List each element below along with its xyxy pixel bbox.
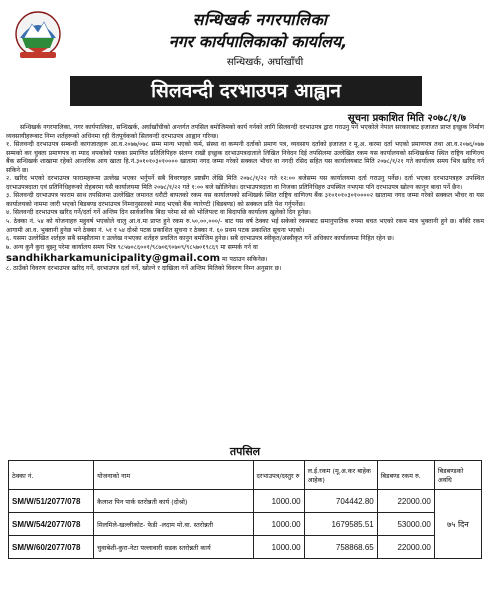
condition-5: ५. ठेक्का नं. ५४ को योजनाहरु महुवर्ष भएकोले चालु आ.व.मा प्राप्त हुने रकम रु.५०,००,०००/- बाट यस वर्ष ठेक्का भई सकेको रकमबाट समानुपातिक रुपमा बचत भएको रकम मात्र भुक्तानी हुने छ। बाँकी रकम आगामी आ.व. भुक्तानी हुनेछ भने ठेक्का नं. ५१ र ५४ दोश्रो पटक प्रकाशित सूचना र ठेक्का नं. ६० प्रथम पटक प्रकाशित सूचना भएको।: [6, 218, 484, 234]
fee-cell: 1000.00: [253, 490, 304, 513]
bid-bond-cell: 22000.00: [377, 536, 434, 559]
condition-1: १. सिलवन्दी दरभाउपत्र सम्बन्धी कागजातहरू आ.व.२०७७/०७८ सम्म मान्य भएको फर्म, संस्था वा कम्पनी दर्ताको प्रमाण पत्र, व्यवसाय दर्ताको इजाजत र मू.अ. करमा दर्ता भएको प्रमाणपत्र तथा आ.व.२०७६/०७७ सम्मको कर चुक्ता प्रमाणपत्र वा म्याद थपकोको पत्रका प्रमाणित प्रतिलिपिहरु संलग्न राखी इच्छुक दरभाउपत्रदाताले लिखित निवेदन दिई तपसिलमा उल्लेखित रकम यस कार्यालयको सन्धिखर्कमा स्थित राष्ट्रिय वाणिज्य बैंक सन्धिखर्क शाखामा रहेको आन्तरिक आय खाता हि.नं.३०१०१०३०१०००० खातामा नगद जम्मा गरेको सक्कल भौचर वा नगदी रसिद सहित यस कार्यालयबाट मिति २०७८/१/२१ गते कार्यालय समय भित्र खरिद गर्न सकिने छ।: [6, 141, 484, 174]
condition-3: ३. सिलवन्दी दरभाउपत्र फाराम साथ तपसिलमा उल्लेखित जमानत धरौटी बापतको रकम यस कार्यालयको सन्धिखर्क स्थित राष्ट्रिय वाणिज्य बैंक ३१०१०१०३०१००००२ खातामा नगद जम्मा गरेको सक्कल भौचर वा यस कार्यालयको नाममा जारी भएको बिडबण्ड दरभाउपत्र निम्नानुसारको म्याद भएको बैंक ग्यारेण्टी (बिडबण्ड) को सक्कल प्रति पेश गर्नुपर्नेछ।: [6, 192, 484, 208]
municipality-name: सन्धिखर्क नगरपालिका: [192, 10, 328, 29]
table-header-row: [9, 461, 482, 490]
email-line: [6, 252, 484, 265]
condition-6: ६. यसमा उल्लेखित शर्तहरु सबै सम्झौतामा र उल्लेख नभएका शर्तहरु प्रचलित कानुन बमोजिम हुनेछ। सबै दरभाउपत्र स्वीकृत/अस्वीकृत गर्ने अधिकार कार्यालयमा निहित रहेन छ।: [6, 235, 394, 243]
fee-cell: 1000.00: [253, 513, 304, 536]
project-name-cell: कैलाश पिन पार्क स्तरोन्नती कार्य (दोश्रो): [94, 490, 253, 513]
header-contract-no: ठेक्का नं.: [9, 461, 94, 490]
contact-email-link[interactable]: sandhikharkamunicipality@gmail.com: [6, 253, 221, 265]
schedule-title: तपसिल: [229, 445, 261, 458]
bid-bond-duration-cell: ७५ दिन: [434, 490, 481, 559]
contract-no-cell: SM/W/51/2077/078: [9, 490, 94, 513]
fee-cell: 1000.00: [253, 536, 304, 559]
header-fee: दरभाउपत्र/दस्तुर रु: [253, 461, 304, 490]
estimate-cell: 758868.65: [304, 536, 377, 559]
schedule-table: [8, 460, 482, 559]
condition-4: ४. सिलवन्दी दरभाउपत्र खरिद गर्ने/दर्ता गर्ने अन्तिम दिन सार्वजनिक बिदा परेमा सो को भोलिपल्ट वा बिदापछि कार्यालय खुलेको दिन हुनेछ।: [6, 209, 311, 217]
notice-body: [6, 124, 484, 274]
header-bid-bond-duration: बिडबण्डको अवधि: [434, 461, 481, 490]
table-row: [9, 536, 482, 559]
estimate-cell: 1679585.51: [304, 513, 377, 536]
header-bid-bond: बिडबण्ड रकम रु.: [377, 461, 434, 490]
header-project-name: योजनाको नाम: [94, 461, 253, 490]
header-estimate: ल.ई.रकम (मू.अ.कर बाहेक आहेक): [304, 461, 377, 490]
email-suffix: मा पठाउन सकिनेछ।: [222, 256, 268, 264]
notice-title-banner: सिलवन्दी दरभाउपत्र आह्वान: [70, 76, 422, 106]
condition-2: २. खरिद भएको दरभाउपत्र फारामहरूमा उल्लेख भएका भर्नुपर्ने सबै विवरणहरु प्रष्टसँग लेखि मिति २०७८/१/२२ गते १२:०० बजेसम्म यस कार्यालयमा दर्ता गराउनु पर्नेछ। दर्ता भएका दरभाउपत्रहरु उपस्थित दरभाउपत्रदाता एवं प्रतिनिधिहरूको रोहबरमा यसै कार्यालयमा मिति २०७८/१/२२ गते १:०० बजे खोलिनेछ। दरभाउपत्रदाता वा निजका प्रतिनिधिहरु उपस्थित नभएमा पनि दरभाउपत्र खोल्न कानुन बाधा पर्ने छैन।: [6, 175, 484, 191]
bid-bond-cell: 53000.00: [377, 513, 434, 536]
condition-7: ७. अन्य कुनै कुरा बुझ्नु परेमा कार्यालय समय भित्र ९८५७०८६००१/९८७०६९०७०९/९८५७०१९८६९ मा सम्पर्क गर्न वा: [6, 243, 258, 251]
project-name-cell: चुवाबेशी-कुरा-नेटा पल्लावारी सडक स्तरोन्नती कार्य: [94, 536, 253, 559]
table-row: [9, 490, 482, 513]
office-address: सन्धिखर्क, अर्घाखाँची: [226, 57, 304, 68]
intro-paragraph: सन्धिखर्क नगरपालिका, नगर कार्यपालिका, सन्धिखर्क, अर्घाखाँचीको अन्तर्गत तपसिल बमोजिमको कार्य गर्नको लागि सिलवन्दी दरभाउपत्र द्वारा गराउनु पर्ने भएकोले नेपाल सरकारबाट इजाजत प्राप्त इच्छुक निर्माण व्यवसायीहरूबाट निम्न शर्तहरूको अधिनमा रही रीतपूर्वकको सिलवन्दी दरभाउपत्र आह्वान गरिन्छ।: [6, 124, 484, 140]
contract-no-cell: SM/W/60/2077/078: [9, 536, 94, 559]
nepal-emblem-icon: [14, 8, 62, 62]
estimate-cell: 704442.80: [304, 490, 377, 513]
condition-8: ८. ठाउँको विवरण दरभाउपत्र खरिद गर्ने, दरभाउपत्र दर्ता गर्ने, खोल्ने र दाखिला गर्ने अन्तिम मितिको विवरण निम्न अनुसार छ।: [6, 265, 282, 273]
project-name-cell: मिलमिले-खल्लीकोट- फेडी -लदाम मो.वा. स्तरोन्नती: [94, 513, 253, 536]
table-row: [9, 513, 482, 536]
notice-published-date: सूचना प्रकाशित मिति २०७८/१/७: [347, 113, 466, 124]
contract-no-cell: SM/W/54/2077/078: [9, 513, 94, 536]
office-name: नगर कार्यपालिकाको कार्यालय,: [168, 32, 348, 51]
bid-bond-cell: 22000.00: [377, 490, 434, 513]
